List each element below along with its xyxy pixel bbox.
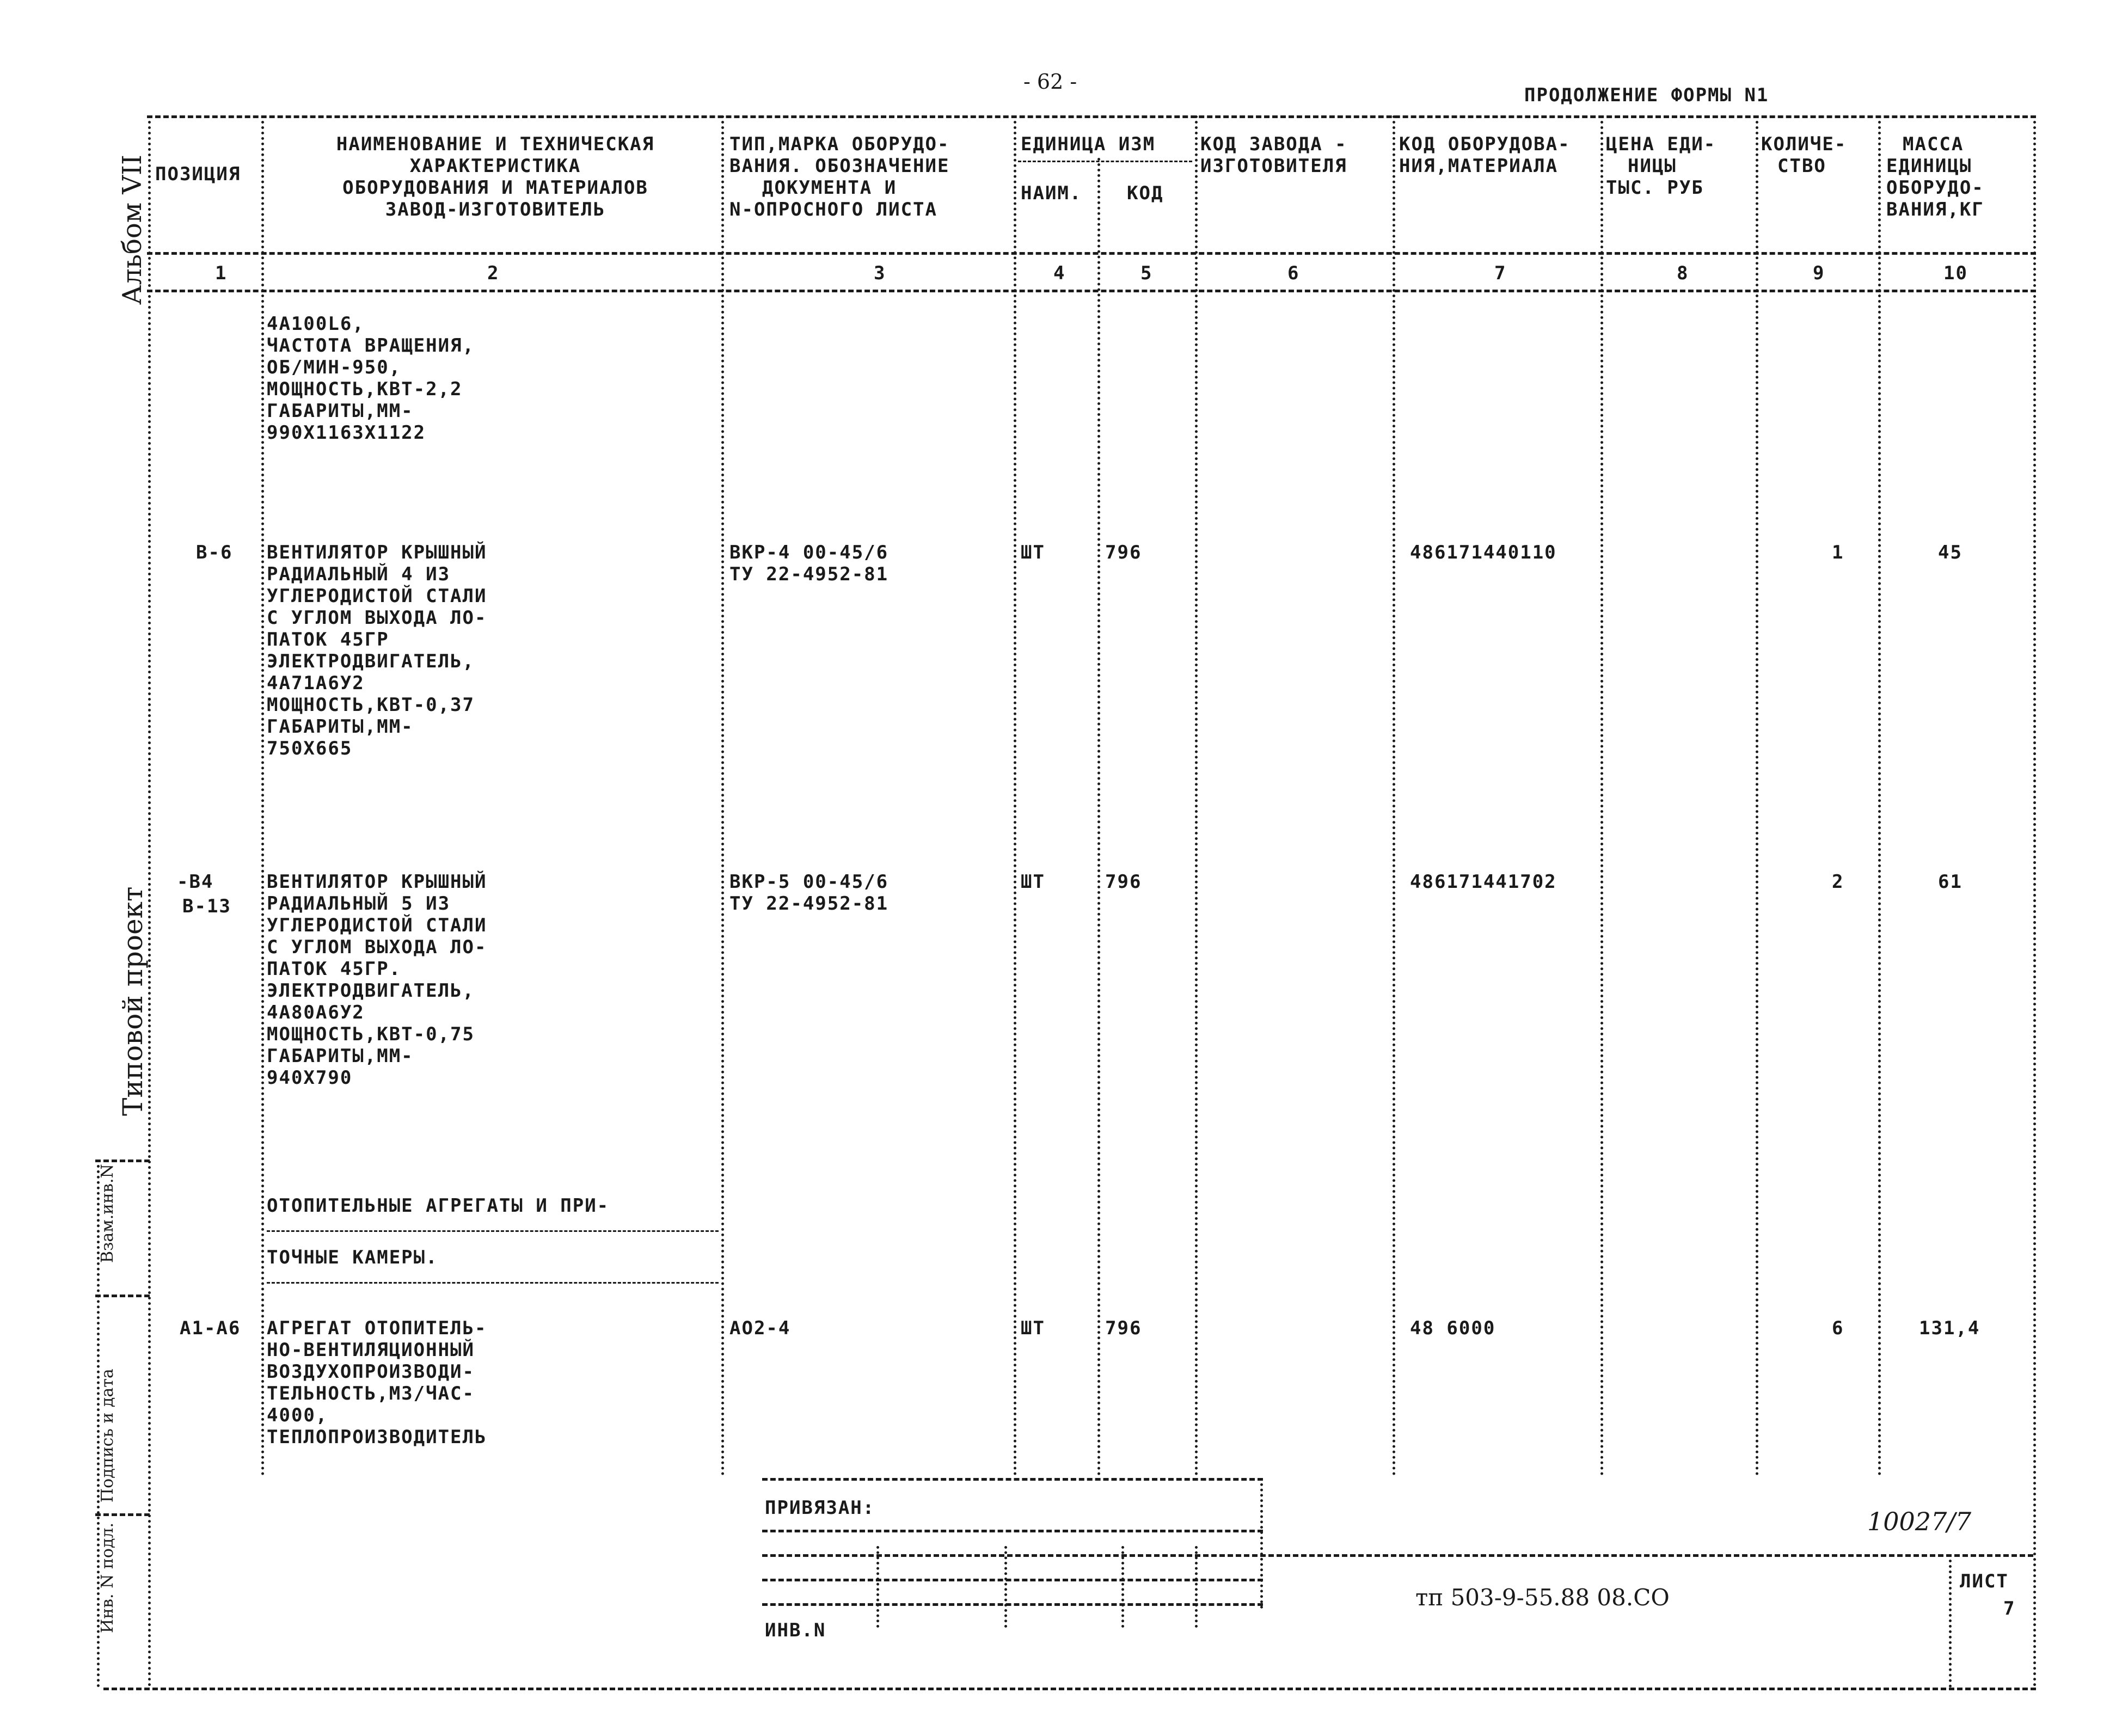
- header-col2-line: ОБОРУДОВАНИЯ И МАТЕРИАЛОВ: [342, 177, 648, 199]
- section-underline: [267, 1282, 719, 1284]
- col-number: 3: [874, 262, 886, 284]
- unit-header-divider: [1018, 161, 1192, 162]
- header-col10-line: ВАНИЯ,КГ: [1886, 199, 1984, 220]
- stamp-row-border: [762, 1554, 2033, 1557]
- side-label-inv-orig: Инв. N подл.: [98, 1522, 117, 1633]
- row-unit: ШТ: [1021, 871, 1045, 893]
- header-col8: [1606, 133, 1756, 199]
- row-name-line: МОЩНОСТЬ,КВТ-0,37: [267, 694, 475, 716]
- row-qty: 1: [1832, 542, 1844, 563]
- col-number: 1: [215, 262, 228, 284]
- row-name-line: МОЩНОСТЬ,КВТ-2,2: [267, 378, 463, 400]
- row-mass: 45: [1938, 542, 1962, 563]
- col-number: 6: [1287, 262, 1300, 284]
- sheet-number: 7: [2003, 1598, 2016, 1620]
- header-col10-line: ОБОРУДО-: [1886, 177, 1984, 199]
- row-name-line: ГАБАРИТЫ,ММ-: [267, 1045, 414, 1067]
- row-qty: 6: [1832, 1317, 1844, 1339]
- row-position: -В4: [177, 871, 214, 893]
- col-divider: [1097, 158, 1100, 1476]
- header-col10: [1886, 133, 2033, 220]
- row-type: [729, 871, 1013, 915]
- col-number: 5: [1140, 262, 1153, 284]
- row-name-line: ТЕПЛОПРОИЗВОДИТЕЛЬ: [267, 1426, 487, 1448]
- header-col8-line: ТЫС. РУБ: [1606, 177, 1704, 199]
- table-row: [267, 1317, 719, 1448]
- side-label-swap-inv: Взам.инв.N: [98, 1164, 117, 1263]
- row-position-secondary: В-13: [182, 895, 231, 917]
- row-name-line: 750Х665: [267, 738, 353, 759]
- row-type-line: ВКР-5 00-45/6: [729, 871, 889, 893]
- side-label-sign-date: Подпись и дата: [98, 1369, 117, 1502]
- row-name-line: С УГЛОМ ВЫХОДА ЛО-: [267, 607, 487, 629]
- row-unit: ШТ: [1021, 1317, 1045, 1339]
- stamp-row-border: [762, 1579, 1263, 1581]
- row-name-line: 4А71А6У2: [267, 672, 365, 694]
- row-name-line: ГАБАРИТЫ,ММ-: [267, 716, 414, 738]
- row-name-line: НО-ВЕНТИЛЯЦИОННЫЙ: [267, 1339, 475, 1361]
- handwritten-number: 10027/7: [1867, 1507, 1972, 1536]
- col-divider: [1600, 115, 1603, 1476]
- row-unit-code: 796: [1105, 871, 1142, 893]
- row-type-line: ТУ 22-4952-81: [729, 893, 889, 915]
- section-heading-line: ТОЧНЫЕ КАМЕРЫ.: [267, 1247, 438, 1268]
- sheet-label: ЛИСТ: [1960, 1571, 2009, 1592]
- header-col3-line: ВАНИЯ. ОБОЗНАЧЕНИЕ: [729, 155, 950, 177]
- header-col2-line: ХАРАКТЕРИСТИКА: [409, 155, 581, 177]
- header-col9: [1761, 133, 1875, 177]
- table-top-border: [147, 115, 2036, 118]
- side-strip-left-border: [97, 1160, 100, 1688]
- side-label-project: Типовой проект: [117, 886, 149, 1116]
- col-number: 9: [1813, 262, 1825, 284]
- stamp-cell-divider: [1195, 1546, 1198, 1628]
- header-col2-line: ЗАВОД-ИЗГОТОВИТЕЛЬ: [385, 199, 606, 220]
- side-strip-divider: [95, 1513, 150, 1516]
- header-col10-line: ЕДИНИЦЫ: [1886, 155, 1972, 177]
- header-col6-line: КОД ЗАВОДА -: [1200, 133, 1347, 155]
- col-divider: [1014, 115, 1016, 1476]
- row-name-line: 4000,: [267, 1404, 328, 1426]
- row-mass: 131,4: [1919, 1317, 1980, 1339]
- header-unit-code: КОД: [1127, 182, 1164, 204]
- table-row: [267, 871, 719, 1089]
- sheet-box-divider: [1949, 1554, 1952, 1688]
- stamp-inv-label: ИНВ.N: [765, 1620, 826, 1641]
- stamp-row-border: [762, 1603, 1263, 1606]
- row-type-line: ТУ 22-4952-81: [729, 563, 889, 585]
- row-name-line: УГЛЕРОДИСТОЙ СТАЛИ: [267, 585, 487, 607]
- col-divider: [721, 115, 724, 1476]
- header-col3: [729, 133, 1013, 220]
- stamp-bound-label: ПРИВЯЗАН:: [765, 1497, 875, 1519]
- side-strip-divider: [95, 1160, 150, 1162]
- row-unit-code: 796: [1105, 1317, 1142, 1339]
- row-type: [729, 542, 1013, 585]
- stamp-cell-divider: [1004, 1546, 1007, 1628]
- row-name-line: ОБ/МИН-950,: [267, 357, 402, 378]
- table-row: [267, 542, 719, 759]
- header-col6-line: ИЗГОТОВИТЕЛЯ: [1200, 155, 1347, 177]
- row-name-line: ВЕНТИЛЯТОР КРЫШНЫЙ: [267, 542, 487, 563]
- col-divider: [148, 115, 151, 1688]
- row-name-line: ПАТОК 45ГР.: [267, 958, 402, 980]
- row-name-line: ПАТОК 45ГР: [267, 629, 389, 651]
- row-name-line: ЭЛЕКТРОДВИГАТЕЛЬ,: [267, 980, 475, 1002]
- row-name-line: РАДИАЛЬНЫЙ 4 ИЗ: [267, 563, 451, 585]
- row-name-line: РАДИАЛЬНЫЙ 5 ИЗ: [267, 893, 451, 915]
- col-divider: [2033, 115, 2036, 1688]
- header-col2: [272, 133, 719, 220]
- row-unit-code: 796: [1105, 542, 1142, 563]
- stamp-cell-divider: [876, 1546, 879, 1628]
- col-divider: [1195, 115, 1198, 1476]
- col-number: 4: [1053, 262, 1066, 284]
- row-name-line: ЧАСТОТА ВРАЩЕНИЯ,: [267, 335, 475, 357]
- row-mass: 61: [1938, 871, 1962, 893]
- header-unit: ЕДИНИЦА ИЗМ: [1021, 133, 1156, 155]
- header-col7-line: КОД ОБОРУДОВА-: [1399, 133, 1571, 155]
- page-number: - 62 -: [1023, 70, 1077, 94]
- section-underline: [267, 1230, 719, 1232]
- row-name-line: МОЩНОСТЬ,КВТ-0,75: [267, 1023, 475, 1045]
- section-heading-line: ОТОПИТЕЛЬНЫЕ АГРЕГАТЫ И ПРИ-: [267, 1195, 610, 1217]
- table-row: [267, 313, 719, 444]
- row-name-line: 4А80А6У2: [267, 1002, 365, 1023]
- col-divider: [1393, 115, 1395, 1476]
- col-number: 8: [1677, 262, 1689, 284]
- row-position: А1-А6: [180, 1317, 241, 1339]
- form-continuation-label: ПРОДОЛЖЕНИЕ ФОРМЫ N1: [1524, 84, 1769, 106]
- header-unit-name: НАИМ.: [1021, 182, 1082, 204]
- col-divider: [1878, 115, 1881, 1476]
- row-qty: 2: [1832, 871, 1844, 893]
- row-name-line: УГЛЕРОДИСТОЙ СТАЛИ: [267, 915, 487, 936]
- number-row-bottom-border: [147, 290, 2036, 292]
- row-equip-code: 48 6000: [1410, 1317, 1496, 1339]
- header-col9-line: КОЛИЧЕ-: [1761, 133, 1847, 155]
- header-col10-line: МАССА: [1903, 133, 1964, 155]
- col-number: 7: [1494, 262, 1507, 284]
- stamp-top-border: [762, 1478, 1263, 1481]
- row-position: В-6: [196, 542, 233, 563]
- col-divider: [1756, 115, 1758, 1476]
- header-col2-line: НАИМЕНОВАНИЕ И ТЕХНИЧЕСКАЯ: [336, 133, 655, 155]
- side-label-album: Альбом VII: [117, 155, 148, 305]
- table-bottom-border: [103, 1688, 2036, 1690]
- row-unit: ШТ: [1021, 542, 1045, 563]
- row-name-line: ВЕНТИЛЯТОР КРЫШНЫЙ: [267, 871, 487, 893]
- row-name-line: ГАБАРИТЫ,ММ-: [267, 400, 414, 422]
- row-name-line: ТЕЛЬНОСТЬ,М3/ЧАС-: [267, 1383, 475, 1404]
- stamp-divider: [1260, 1478, 1263, 1609]
- header-col7-line: НИЯ,МАТЕРИАЛА: [1399, 155, 1559, 177]
- row-name-line: ВОЗДУХОПРОИЗВОДИ-: [267, 1361, 475, 1383]
- header-col8-line: НИЦЫ: [1628, 155, 1677, 177]
- header-col9-line: СТВО: [1777, 155, 1826, 177]
- stamp-row-border: [762, 1530, 1263, 1532]
- col-number: 2: [487, 262, 500, 284]
- header-bottom-border: [147, 252, 2036, 255]
- row-equip-code: 486171441702: [1410, 871, 1557, 893]
- side-strip-divider: [95, 1295, 150, 1297]
- row-type-line: ВКР-4 00-45/6: [729, 542, 889, 563]
- row-name-line: АГРЕГАТ ОТОПИТЕЛЬ-: [267, 1317, 487, 1339]
- header-col6: [1200, 133, 1391, 177]
- row-name-line: 990Х1163Х1122: [267, 422, 426, 444]
- row-name-line: ЭЛЕКТРОДВИГАТЕЛЬ,: [267, 651, 475, 672]
- header-col3-line: N-ОПРОСНОГО ЛИСТА: [729, 199, 937, 220]
- header-col1: ПОЗИЦИЯ: [155, 163, 241, 185]
- row-type: АО2-4: [729, 1317, 791, 1339]
- col-number: 10: [1943, 262, 1968, 284]
- row-name-line: 4А100L6,: [267, 313, 365, 335]
- header-col3-line: ДОКУМЕНТА И: [762, 177, 897, 199]
- header-col8-line: ЦЕНА ЕДИ-: [1606, 133, 1716, 155]
- col-divider: [261, 115, 264, 1476]
- row-equip-code: 486171440110: [1410, 542, 1557, 563]
- header-col3-line: ТИП,МАРКА ОБОРУДО-: [729, 133, 950, 155]
- row-name-line: 940Х790: [267, 1067, 353, 1089]
- stamp-cell-divider: [1121, 1546, 1124, 1628]
- row-name-line: С УГЛОМ ВЫХОДА ЛО-: [267, 936, 487, 958]
- header-col7: [1399, 133, 1600, 177]
- stamp-document-code: тп 503-9-55.88 08.СО: [1415, 1584, 1670, 1611]
